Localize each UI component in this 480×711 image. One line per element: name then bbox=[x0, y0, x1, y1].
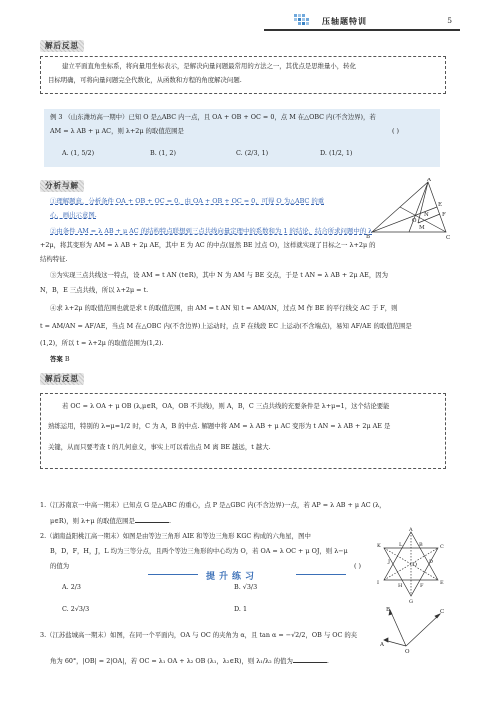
header-rule bbox=[264, 29, 460, 31]
star-label-d: D bbox=[429, 559, 434, 565]
answer bbox=[50, 354, 70, 365]
star-label-i: I bbox=[377, 580, 379, 586]
page-number: 5 bbox=[447, 16, 452, 25]
vector-figure bbox=[380, 606, 446, 654]
problem-3-b: 角为 60°，|OB| = 2|OA|，若 OC = λ₁ OA + λ₂ OB (λ₁，λ₂∈R)，则 λ₁/λ₂ 的值为 . bbox=[50, 657, 329, 665]
option-a-value: (1, 5/2) bbox=[70, 149, 95, 157]
p2-option-c-value: 2√3/3 bbox=[70, 605, 90, 613]
section-rule-right bbox=[296, 574, 346, 575]
p2-option-a-label: A. bbox=[62, 583, 69, 591]
analysis-3-a: ③为实现三点共线这一特点，设 AM = t AN (t∈R)，其中 N 为 AM 与 BE 交点，于是 t AN = λ AB + 2μ AE，因为 bbox=[50, 271, 388, 279]
problem-2-paren: ( ) bbox=[354, 562, 362, 570]
example-paren: ( ) bbox=[392, 127, 400, 135]
star-figure bbox=[376, 526, 446, 604]
reflection-1-line-1: 建立平面直角坐标系，将向量用坐标表示，是解决向量问题最常用的方法之一，其优点是思维量小，转化 bbox=[62, 62, 356, 70]
option-a-label: A. bbox=[62, 149, 69, 157]
problem-3-a: 3.（江苏盐城高一期末）如图，在同一个平面内，OA 与 OC 的夹角为 α，且 tan α = −√2/2，OB 与 OC 的夹 bbox=[40, 631, 358, 639]
fig-label-e: E bbox=[438, 202, 443, 208]
problem-1-a: 1.（江苏南京一中高一期末）已知点 G 是△ABC 的重心，点 P 是△GBC 内(不含边界)一点，若 AP = λ AB + μ AC (λ， bbox=[40, 501, 386, 509]
reflection-1-line-2: 目标明确，可将向量问题完全代数化，从函数和方程的角度解决问题. bbox=[48, 76, 242, 84]
p2-option-d-label: D. bbox=[234, 605, 241, 613]
vec-label-o: O bbox=[405, 649, 410, 654]
tag-reflection-1: 解后反思 bbox=[40, 40, 84, 52]
analysis-4-a: ④求 λ+2μ 的取值范围也就是求 t 的取值范围，由 AM = t AN 知 t = AM/AN，过点 M 作 BE 的平行线交 AC 于 F，则 bbox=[50, 304, 398, 312]
option-d bbox=[320, 148, 352, 159]
problem-1-b-text: μ∈R)，则 λ+μ 的取值范围是 bbox=[50, 517, 135, 525]
answer-label: 答案 bbox=[50, 355, 63, 363]
p2-option-a bbox=[62, 582, 81, 593]
p2-option-b-value: √3/3 bbox=[242, 583, 258, 591]
vec-label-c: C bbox=[440, 609, 445, 615]
analysis-1-b: 心，画出示意图. bbox=[50, 211, 97, 219]
p2-option-d bbox=[234, 604, 247, 615]
p2-option-c bbox=[62, 604, 89, 615]
fig-label-f: F bbox=[442, 212, 446, 218]
answer-blank-3[interactable] bbox=[293, 655, 327, 663]
example-line-2: AM = λ AB + μ AC，则 λ+2μ 的取值范围是 bbox=[50, 127, 184, 135]
star-label-k: K bbox=[377, 543, 381, 549]
analysis-4-c: (1,2)，所以 t = λ+2μ 的取值范围为(1,2). bbox=[40, 339, 164, 347]
analysis-4-b: t = AM/AN = AF/AE，当点 M 在△OBC 内(不含边界)上运动时，点 F 在线段 EC 上运动(不含端点)，易知 AF/AE 的取值范围是 bbox=[40, 322, 412, 330]
fig-label-c: C bbox=[446, 235, 451, 240]
example-line-1: 例 3 （山东潍坊高一期中）已知 O 是△ABC 内一点，且 OA + OB + OC = 0，点 M 在△OBC 内(不含边界)，若 bbox=[50, 113, 376, 121]
answer-value: B bbox=[64, 355, 70, 363]
tag-reflection-2: 解后反思 bbox=[40, 373, 84, 385]
problem-3-b-text: 角为 60°，|OB| = 2|OA|，若 OC = λ₁ OA + λ₂ OB (λ₁，λ₂∈R)，则 λ₁/λ₂ 的值为 bbox=[50, 657, 293, 665]
decor-dots-icon bbox=[294, 14, 312, 28]
analysis-2-c: 结构特征. bbox=[40, 255, 68, 263]
fig-label-n: N bbox=[424, 212, 429, 218]
section-title: 提升练习 bbox=[206, 572, 259, 582]
tag-analysis: 分析与解 bbox=[40, 180, 84, 192]
problem-2-a: 2.（湖南益阳桃江高一期末）如图是由等边三角形 AIE 和等边三角形 KGC 构成的六角星，图中 bbox=[40, 532, 311, 540]
star-label-e: E bbox=[440, 580, 444, 586]
problem-1-b: μ∈R)，则 λ+μ 的取值范围是 . bbox=[50, 517, 171, 525]
star-label-h: H bbox=[398, 583, 403, 589]
p2-option-c-label: C. bbox=[62, 605, 69, 613]
vec-label-a: A bbox=[380, 642, 384, 648]
answer-blank-1[interactable] bbox=[135, 515, 169, 523]
fig-label-m: M bbox=[419, 225, 425, 231]
analysis-2-a: ②由条件 AM = λ AB + μ AC 的结构特点联想到三点共线向量定理中的系数和为 1 的结论，结合所求问题中的 λ bbox=[50, 227, 373, 235]
star-label-l: L bbox=[399, 542, 403, 548]
fig-label-b: B bbox=[366, 234, 371, 240]
header-title: 压轴题特训 bbox=[322, 17, 367, 26]
analysis-1-a: ①理解题意，分析条件 OA + OB + OC = 0，由 OA + OB + OC = 0，可得 O 为△ABC 的重 bbox=[50, 197, 325, 205]
triangle-figure bbox=[366, 178, 452, 240]
p2-option-d-value: 1 bbox=[242, 605, 248, 613]
option-c bbox=[236, 148, 268, 159]
option-c-value: (2/3, 1) bbox=[244, 149, 269, 157]
analysis-2-b: +2μ，将其变形为 AM = λ AB + 2μ AE，其中 E 为 AC 的中点(显然 BE 过点 O)，这样就实现了目标之一 λ+2μ 的 bbox=[40, 241, 376, 249]
star-label-o: O bbox=[413, 562, 418, 568]
problem-2-b: B，D，F，H，J，L 均为三等分点，且两个等边三角形的中心均为 O，若 OA = λ OC + μ OJ，则 λ−μ bbox=[50, 547, 348, 555]
fig-label-o: O bbox=[412, 218, 417, 224]
reflection-2-line-3: 关键，从而只要考查 t 的几何意义，事实上可以看出点 M 离 BE 越远，t 越大. bbox=[48, 443, 271, 451]
star-label-c: C bbox=[440, 544, 444, 550]
star-label-j: J bbox=[388, 559, 391, 565]
option-b-value: (1, 2) bbox=[158, 149, 176, 157]
option-b-label: B. bbox=[150, 149, 157, 157]
star-label-a: A bbox=[409, 527, 413, 533]
p2-option-a-value: 2/3 bbox=[70, 583, 81, 591]
p2-option-b-label: B. bbox=[234, 583, 241, 591]
p2-option-b bbox=[234, 582, 257, 593]
reflection-2-line-1: 若 OC = λ OA + μ OB (λ,μ∈R，OA，OB 不共线)，则 A，B，C 三点共线的充要条件是 λ+μ=1，这个结论要能 bbox=[62, 402, 390, 410]
option-a bbox=[62, 148, 94, 159]
option-d-label: D. bbox=[320, 149, 327, 157]
option-d-value: (1/2, 1) bbox=[328, 149, 353, 157]
fig-label-a: A bbox=[427, 178, 431, 183]
option-b bbox=[150, 148, 176, 159]
star-label-b: B bbox=[419, 542, 423, 548]
problem-2-c: 的值为 bbox=[50, 562, 70, 570]
reflection-2-line-2: 熟练运用，特别的 λ=μ=1/2 时，C 为 A，B 的中点. 解题中将 AM = λ AB + μ AC 变形为 t AN = λ AB + 2μ AE 是 bbox=[48, 422, 391, 430]
option-c-label: C. bbox=[236, 149, 243, 157]
analysis-3-b: N，B，E 三点共线，所以 λ+2μ = t. bbox=[40, 286, 149, 294]
section-rule-left bbox=[148, 574, 198, 575]
star-label-g: G bbox=[409, 599, 413, 604]
vec-label-b: B bbox=[386, 607, 391, 613]
page-header bbox=[264, 14, 460, 30]
star-label-f: F bbox=[420, 583, 424, 589]
